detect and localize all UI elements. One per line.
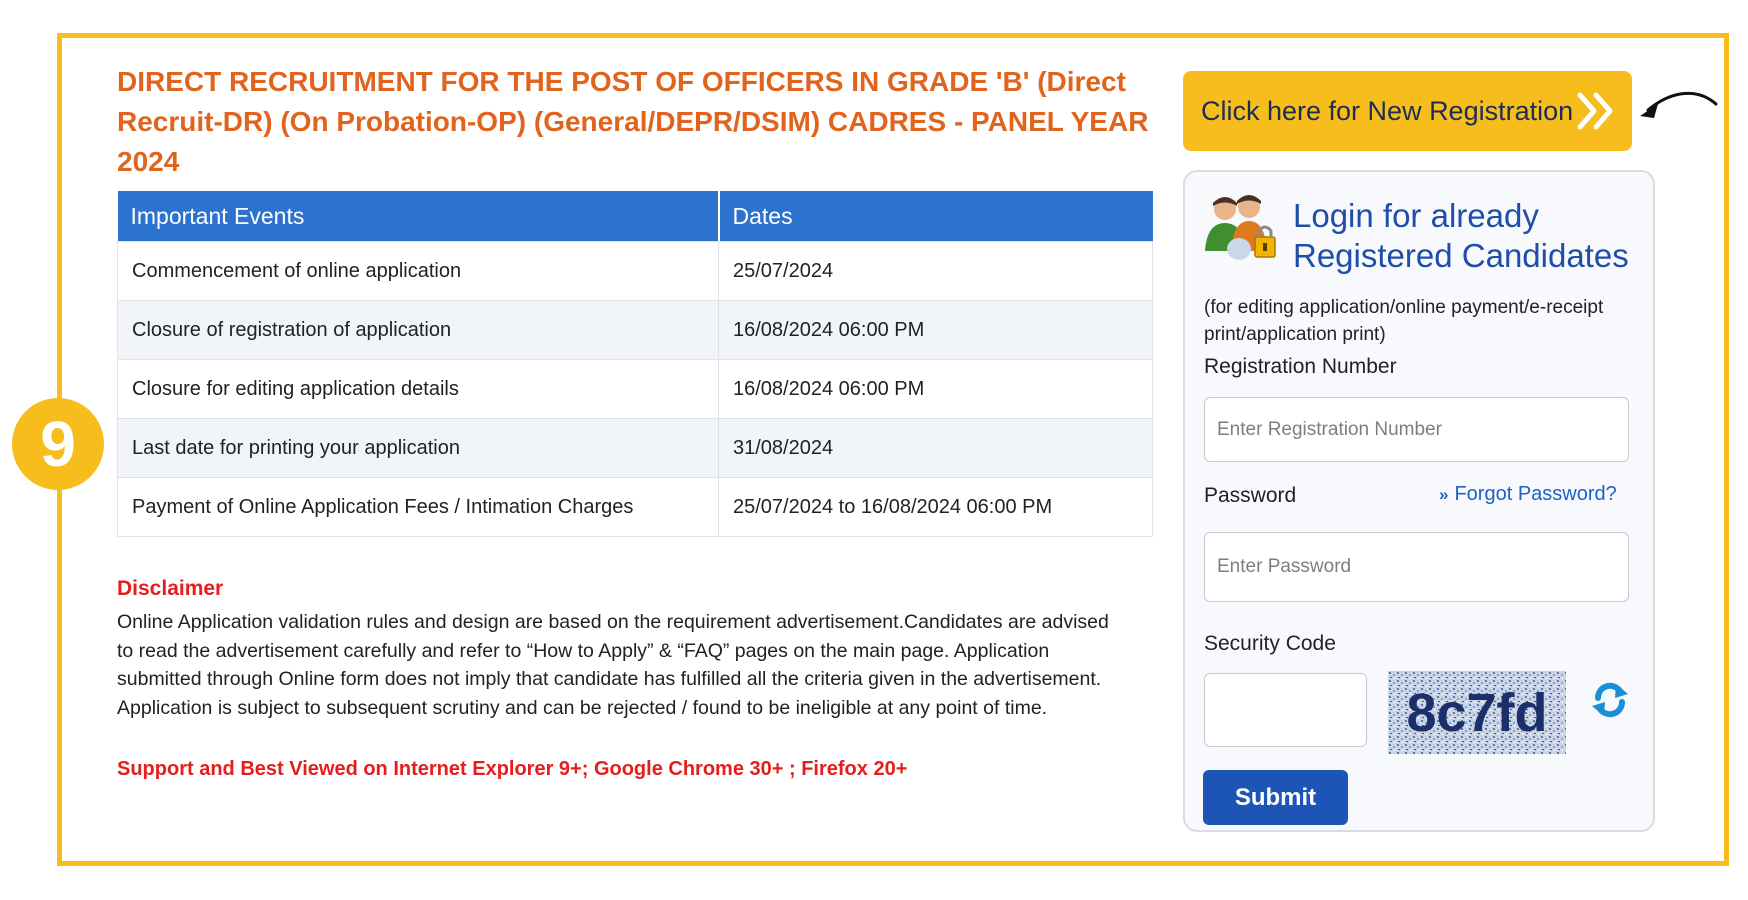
table-header-row	[118, 191, 1153, 242]
login-subtitle: (for editing application/online payment/e-receipt print/application print)	[1204, 297, 1604, 345]
date-cell: 25/07/2024 to 16/08/2024 06:00 PM	[719, 478, 1153, 537]
event-cell: Last date for printing your application	[118, 419, 719, 478]
disclaimer-text: Online Application validation rules and design are based on the requirement advertisement.Candidates are advised to read the advertisement carefully and refer to “How to Apply” & “FAQ” pages on the main page. Application submitted through Online form does not imply that candidate has fulfilled all the criteria given in the advertisement. Application is subject to subsequent scrutiny and can be rejected / found to be ineligible at any point of time.	[117, 611, 1109, 719]
registration-number-input[interactable]	[1204, 397, 1629, 462]
pointer-arrow-icon	[1636, 86, 1720, 126]
security-code-input[interactable]	[1204, 673, 1367, 747]
date-cell: 16/08/2024 06:00 PM	[719, 301, 1153, 360]
disclaimer-heading: Disclaimer	[117, 577, 224, 600]
new-registration-button[interactable]	[1183, 71, 1632, 151]
double-chevron-right-icon	[1576, 89, 1616, 133]
login-heading	[1293, 196, 1629, 276]
refresh-captcha-icon[interactable]	[1590, 680, 1630, 720]
date-cell: 16/08/2024 06:00 PM	[719, 360, 1153, 419]
forgot-password-text: Forgot Password?	[1454, 483, 1617, 505]
registered-users-lock-icon	[1203, 193, 1281, 263]
forgot-password-link[interactable]	[1439, 483, 1617, 506]
table-row	[118, 242, 1153, 301]
date-cell: 25/07/2024	[719, 242, 1153, 301]
captcha-image	[1388, 671, 1566, 754]
event-cell: Payment of Online Application Fees / Intimation Charges	[118, 478, 719, 537]
date-cell: 31/08/2024	[719, 419, 1153, 478]
table-row	[118, 419, 1153, 478]
registration-number-label: Registration Number	[1204, 355, 1397, 378]
important-events-table	[117, 191, 1153, 537]
browser-support-note: Support and Best Viewed on Internet Explorer 9+; Google Chrome 30+ ; Firefox 20+	[117, 758, 908, 780]
event-cell: Closure for editing application details	[118, 360, 719, 419]
event-cell: Commencement of online application	[118, 242, 719, 301]
step-number-badge: 9	[12, 398, 104, 490]
event-cell: Closure of registration of application	[118, 301, 719, 360]
header-important-events: Important Events	[118, 191, 719, 242]
submit-button[interactable]: Submit	[1203, 770, 1348, 825]
table-row	[118, 301, 1153, 360]
new-registration-label: Click here for New Registration	[1201, 95, 1574, 126]
double-chevron-icon: »	[1439, 485, 1449, 504]
security-code-label: Security Code	[1204, 632, 1336, 655]
page-title: DIRECT RECRUITMENT FOR THE POST OF OFFICERS IN GRADE 'B' (Direct Recruit-DR) (On Probation-OP) (General/DEPR/DSIM) CADRES - PANEL YEAR 2024	[117, 66, 1149, 177]
password-label: Password	[1204, 484, 1297, 507]
password-input[interactable]	[1204, 532, 1629, 602]
table-row	[118, 478, 1153, 537]
login-heading-line2: Registered Candidates	[1293, 237, 1629, 274]
captcha-text: 8c7fd	[1406, 683, 1548, 743]
login-heading-line1: Login for already	[1293, 197, 1539, 234]
table-row	[118, 360, 1153, 419]
header-dates: Dates	[719, 191, 1153, 242]
